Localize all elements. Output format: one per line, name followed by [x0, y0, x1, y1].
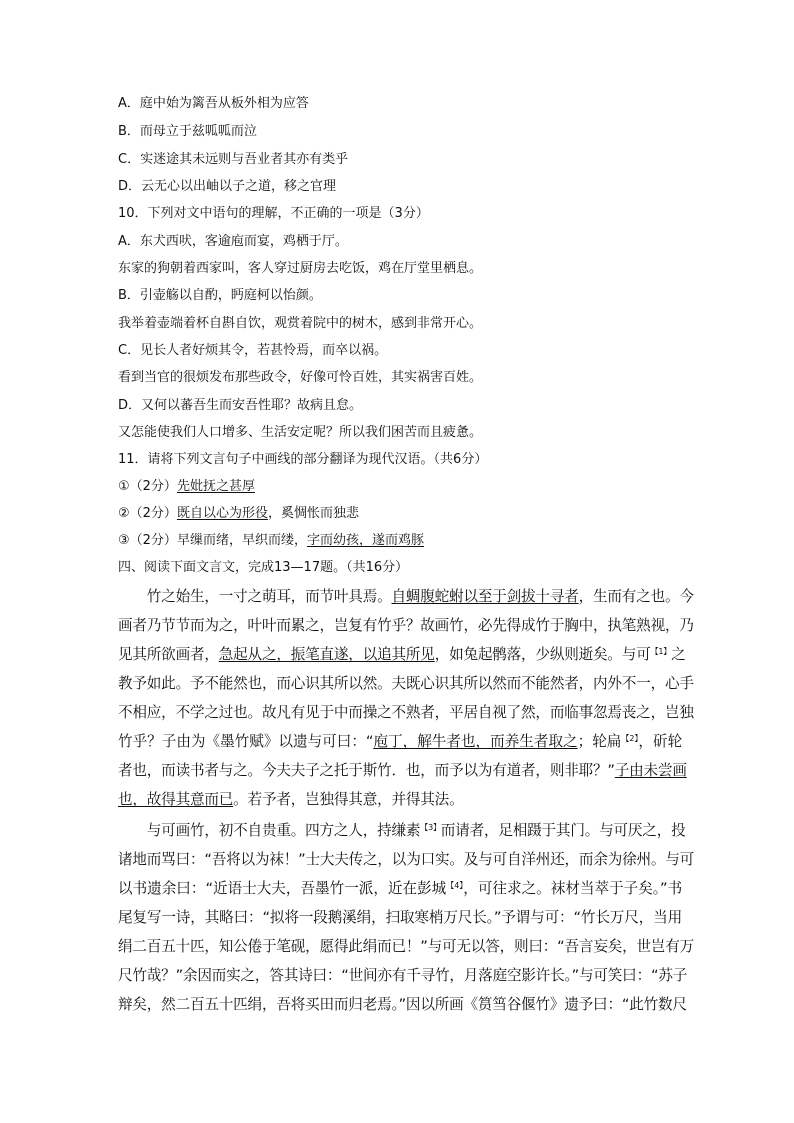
q11-item-points: （2分）	[129, 506, 177, 521]
q11-item-number: ①	[118, 479, 130, 494]
q11-item-3	[118, 533, 424, 549]
passage-line	[118, 646, 686, 664]
q9-option-c: C．实迷途其未远则与吾业者其亦有类乎	[118, 152, 349, 167]
passage-text: 之	[671, 646, 686, 663]
passage-text: 而请者，足相蹑于其门。与可厌之，投	[440, 822, 686, 839]
underlined-text: 子由未尝画	[614, 762, 687, 779]
q10-c-translation: 看到当官的很烦发布那些政令，好像可怜百姓，其实祸害百姓。	[118, 370, 483, 385]
passage-text: 不相应，不学之过也。故凡有见于中而操之不熟者，平居自视了然，而临事忽焉丧之，岂独	[118, 704, 694, 721]
passage-line	[118, 967, 688, 985]
passage-line	[118, 851, 695, 869]
q11-title: 11．请将下列文言句子中画线的部分翻译为现代汉语。（共6分）	[118, 452, 488, 467]
passage-text: 辩矣，然二百五十匹绢，吾将买田而归老焉。”因以所画《筼筜谷偃竹》遗予曰：“此竹数尺	[118, 996, 687, 1013]
underlined-text: 也，故得其意而已	[118, 791, 234, 808]
q11-item-number: ②	[118, 506, 130, 521]
q10-a-original: A．东犬西吠，客逾庖而宴，鸡栖于厅。	[118, 234, 348, 249]
passage-text: 尺竹哉？”余因而实之，答其诗曰：“世间亦有千寻竹，月落庭空影许长。”与可笑曰：“苏子	[118, 967, 688, 984]
q11-item-points: （2分）	[129, 533, 177, 548]
passage-text: 教予如此。予不能然也，而心识其所以然。夫既心识其所以然而不能然者，内外不一，心手	[118, 675, 694, 692]
passage-text: 竹乎？子由为《墨竹赋》以遗与可曰：“	[118, 733, 374, 750]
underlined-text: 自蜩腹蛇蚹以至于剑拔十寻者	[391, 588, 579, 605]
footnote-marker: 【4】	[446, 881, 464, 890]
passage-text: 也，而予以为有道者，则非耶？”	[405, 762, 615, 779]
section-four-heading: 四、阅读下面文言文，完成13—17题。（共16分）	[118, 560, 409, 575]
underlined-text: 急起从之，振笔直遂，以追其所见	[218, 646, 435, 663]
q10-c-original: C．见长人者好烦其令，若甚怜焉，而卒以祸。	[118, 343, 388, 358]
q11-item-text-after: ，奚惆怅而独悲	[267, 506, 359, 521]
passage-line	[118, 791, 682, 809]
q11-item-number: ③	[118, 533, 130, 548]
passage-text: 与可画竹，初不自贵重。四方之人，持缣素	[118, 822, 421, 839]
passage-text: ，如兔起鹘落，少纵则逝矣。与可	[434, 646, 651, 663]
passage-text: ，生而有之也。今	[578, 588, 694, 605]
passage-text: 以书遗余曰：“近语士大夫，吾墨竹一派，近在彭城	[118, 880, 447, 897]
passage-line	[118, 880, 682, 898]
passage-text: 绢二百五十匹，知公倦于笔砚，愿得此绢而已！”与可无以答，则曰：“吾言妄矣，世岂有万	[118, 938, 695, 955]
passage-line	[118, 822, 686, 840]
footnote-marker: 【3】	[420, 823, 441, 832]
passage-text: ；轮扁	[577, 733, 622, 750]
passage-text: 尾复写一诗，其略曰：“拟将一段鹅溪绢，扫取寒梢万尺长。”予谓与可：“竹长万尺，当用	[118, 909, 682, 926]
passage-line	[118, 733, 682, 751]
q10-b-original: B．引壶觞以自酌，眄庭柯以怡颜。	[118, 288, 322, 303]
passage-text: 。若予者，岂独得其意，并得其法。	[233, 791, 464, 808]
passage-text: ，可往求之。袜材当萃于子矣。”书	[463, 880, 682, 897]
q9-option-b: B．而母立于兹呱呱而泣	[118, 124, 257, 139]
q9-option-d: D．云无心以出岫以子之道，移之官理	[118, 179, 337, 194]
passage-text: 画者乃节节而为之，叶叶而累之，岂复有竹乎？故画竹，必先得成竹于胸中，执笔熟视，乃	[118, 617, 694, 634]
footnote-marker: 【1】	[650, 647, 672, 656]
q10-d-translation: 又怎能使我们人口增多、生活安定呢？所以我们困苦而且疲惫。	[118, 425, 483, 440]
passage-line	[118, 762, 687, 780]
passage-line	[118, 909, 682, 927]
passage-text: 竹之始生，一寸之萌耳，而节叶具焉。	[118, 588, 392, 605]
q11-item-text-before: 早缫而绪，早织而缕，	[176, 533, 307, 548]
passage-text: 诸地而骂曰：“吾将以为袜！”士大夫传之，以为口实。及与可自洋州还，而余为徐州。与可	[118, 851, 695, 868]
passage-line	[118, 617, 694, 635]
q10-b-translation: 我举着壶端着杯自斟自饮，观赏着院中的树木，感到非常开心。	[118, 316, 483, 331]
passage-line	[118, 996, 687, 1014]
passage-text: 者也，而读书者与之。今夫夫子之托于斯竹	[118, 762, 392, 779]
q11-item-2	[118, 506, 359, 522]
underlined-text: 庖丁，解牛者也，而养生者取之	[373, 733, 578, 750]
q11-item-underlined: 先妣抚之甚厚	[176, 479, 255, 494]
q11-item-underlined: 既自以心为形役	[176, 506, 268, 521]
footnote-marker: 【2】	[621, 734, 639, 743]
passage-line	[118, 588, 694, 606]
passage-line	[118, 704, 694, 722]
q11-item-points: （2分）	[129, 479, 177, 494]
q10-d-original: D．又何以蕃吾生而安吾性耶？故病且怠。	[118, 398, 363, 413]
passage-text: 见其所欲画者，	[118, 646, 219, 663]
q11-item-underlined: 字而幼孩，遂而鸡豚	[306, 533, 424, 548]
passage-text: ，斫轮	[638, 733, 682, 750]
q11-item-1	[118, 479, 255, 495]
q9-option-a: A．庭中始为篱吾从板外相为应答	[118, 96, 309, 111]
q10-title: 10．下列对文中语句的理解，不正确的一项是（3分）	[118, 206, 429, 221]
passage-line	[118, 938, 695, 956]
passage-line	[118, 675, 694, 693]
q10-a-translation: 东家的狗朝着西家叫，客人穿过厨房去吃饭，鸡在厅堂里栖息。	[118, 261, 483, 276]
emphasis-dot-mark: ．	[391, 762, 406, 779]
